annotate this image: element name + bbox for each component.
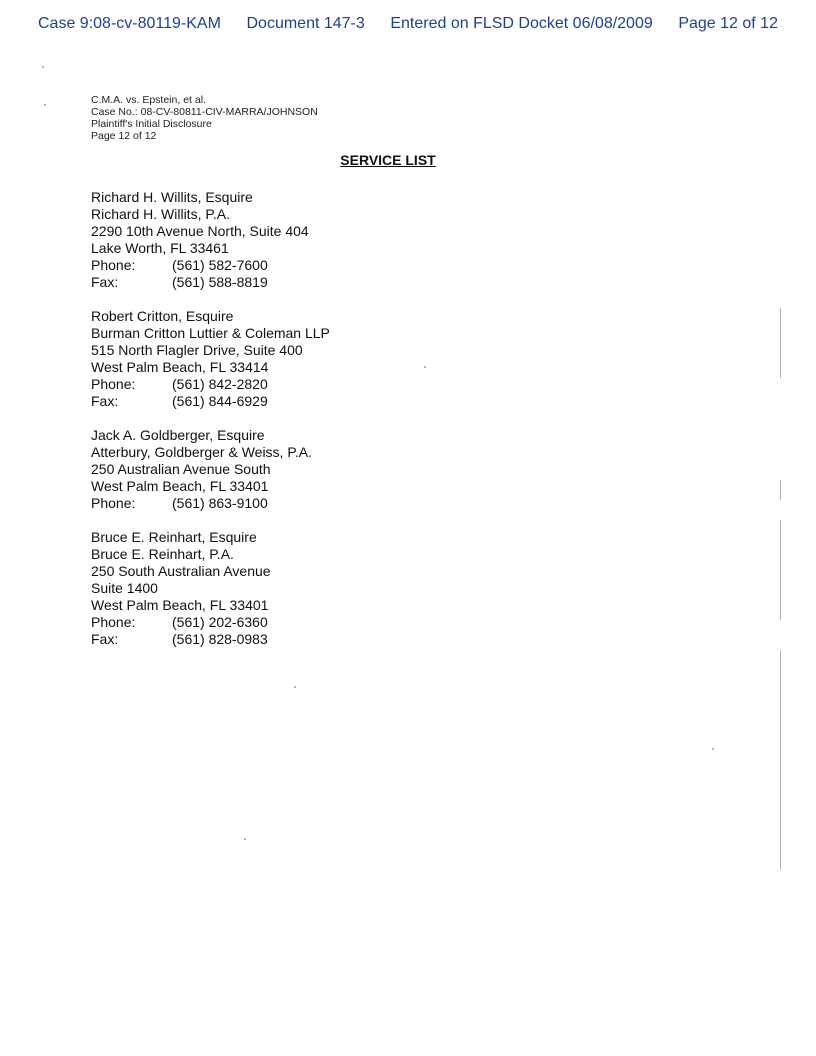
fax-label: Fax: xyxy=(91,631,119,647)
document-number: Document 147-3 xyxy=(246,15,365,32)
fax-label: Fax: xyxy=(91,274,119,290)
service-entry xyxy=(91,189,330,291)
scan-speck xyxy=(44,104,46,106)
phone-row xyxy=(91,614,330,631)
phone-number: (561) 842-2820 xyxy=(172,376,268,392)
service-entry xyxy=(91,427,330,512)
address-suite: Suite 1400 xyxy=(91,580,158,596)
address-line: 250 South Australian Avenue xyxy=(91,563,271,579)
scan-speck xyxy=(244,838,246,840)
firm-name: Burman Critton Luttier & Coleman LLP xyxy=(91,325,330,341)
city-state-zip: West Palm Beach, FL 33401 xyxy=(91,597,269,613)
phone-row xyxy=(91,257,330,274)
phone-number: (561) 863-9100 xyxy=(172,495,268,511)
phone-label: Phone: xyxy=(91,257,136,273)
attorney-name: Robert Critton, Esquire xyxy=(91,308,234,324)
service-list-title xyxy=(0,152,776,168)
phone-row xyxy=(91,495,330,512)
phone-label: Phone: xyxy=(91,376,136,392)
service-entry xyxy=(91,529,330,648)
scan-speck xyxy=(42,66,44,68)
fax-row xyxy=(91,631,330,648)
fax-label: Fax: xyxy=(91,393,119,409)
caption-case-no: Case No.: 08-CV-80811-CIV-MARRA/JOHNSON xyxy=(91,106,318,118)
docket-entry-date: Entered on FLSD Docket 06/08/2009 xyxy=(390,15,653,32)
fax-number: (561) 844-6929 xyxy=(172,393,268,409)
caption-page: Page 12 of 12 xyxy=(91,130,157,142)
fax-number: (561) 588-8819 xyxy=(172,274,268,290)
scan-speck xyxy=(712,748,714,750)
document-caption xyxy=(91,94,318,142)
fax-row xyxy=(91,393,330,410)
caption-document-title: Plaintiff's Initial Disclosure xyxy=(91,118,212,130)
service-list-title-text: SERVICE LIST xyxy=(340,152,436,168)
fax-row xyxy=(91,274,330,291)
scan-speck xyxy=(294,686,296,688)
address-line: 2290 10th Avenue North, Suite 404 xyxy=(91,223,309,239)
city-state-zip: West Palm Beach, FL 33414 xyxy=(91,359,269,375)
firm-name: Bruce E. Reinhart, P.A. xyxy=(91,546,234,562)
scan-edge-mark xyxy=(780,650,781,870)
address-line: 515 North Flagler Drive, Suite 400 xyxy=(91,342,303,358)
city-state-zip: West Palm Beach, FL 33401 xyxy=(91,478,269,494)
attorney-name: Bruce E. Reinhart, Esquire xyxy=(91,529,257,545)
phone-number: (561) 582-7600 xyxy=(172,257,268,273)
scan-edge-mark xyxy=(780,520,781,620)
phone-label: Phone: xyxy=(91,495,136,511)
address-line: 250 Australian Avenue South xyxy=(91,461,271,477)
scan-speck xyxy=(424,366,426,368)
service-entry xyxy=(91,308,330,410)
scan-edge-mark xyxy=(780,308,781,378)
service-list xyxy=(91,189,330,665)
page-number: Page 12 of 12 xyxy=(678,15,778,32)
attorney-name: Richard H. Willits, Esquire xyxy=(91,189,253,205)
fax-number: (561) 828-0983 xyxy=(172,631,268,647)
docket-header xyxy=(38,15,778,33)
city-state-zip: Lake Worth, FL 33461 xyxy=(91,240,229,256)
phone-label: Phone: xyxy=(91,614,136,630)
attorney-name: Jack A. Goldberger, Esquire xyxy=(91,427,265,443)
phone-number: (561) 202-6360 xyxy=(172,614,268,630)
firm-name: Richard H. Willits, P.A. xyxy=(91,206,230,222)
case-number: Case 9:08-cv-80119-KAM xyxy=(38,15,221,32)
phone-row xyxy=(91,376,330,393)
firm-name: Atterbury, Goldberger & Weiss, P.A. xyxy=(91,444,312,460)
caption-parties: C.M.A. vs. Epstein, et al. xyxy=(91,94,206,106)
scan-edge-mark xyxy=(780,480,781,500)
